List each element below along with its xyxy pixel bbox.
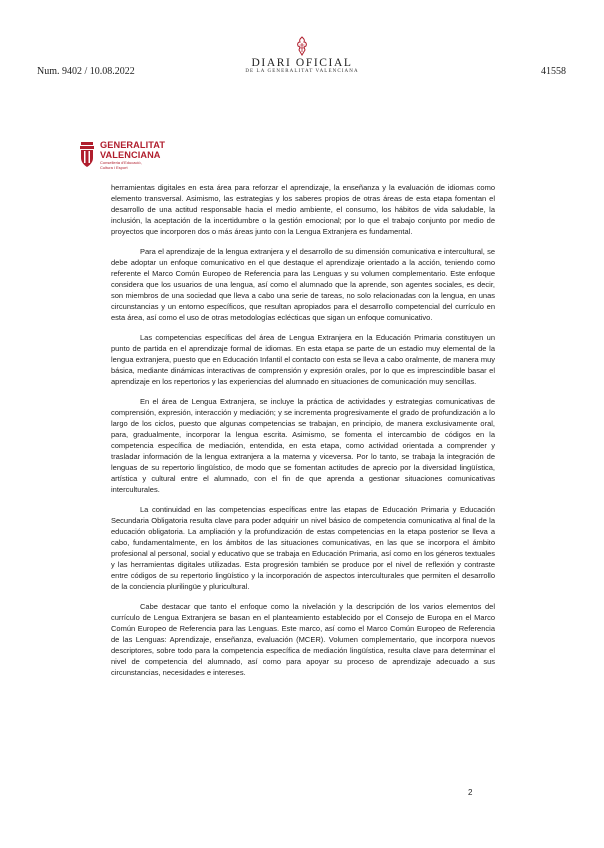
paragraph: herramientas digitales en esta área para reforzar el aprendizaje, la enseñanza y la evaluación de idiomas como elemento transversal. Asimismo, las estrategias y los saberes propios de otras áreas de esta etapa fomentan el desarrollo de una actitud responsable hacia el medio ambiente, el consumo, los hábitos de vida saludable, la inclusión, la aceptación de la incertidumbre o la gestión emocional; por lo que el trabajo conjunto por medio de proyectos que incorporen dos o más áreas junto con la Lengua Extranjera es fundamental. [111, 183, 495, 236]
logo-line-4: Cultura i Esport [100, 165, 128, 170]
bat-crest-icon [294, 36, 310, 56]
document-body [111, 182, 495, 687]
generalitat-logo [78, 140, 165, 170]
paragraph: Cabe destacar que tanto el enfoque como la nivelación y la descripción de los varios elementos del currículo de Lengua Extranjera se basan en el planteamiento establecido por el Consejo de Europa en el Marco Común Europeo de Referencia para las Lenguas. Este marco, así como el Marco Común Europeo de Referencia de las Lenguas: Aprendizaje, enseñanza, evaluación (MCER). Volumen complementario, que incorpora nuevos descriptores, sobre todo para la competencia específica de mediación lingüística, resulta clave para determinar el nivel de competencia del alumnado, así como para apoyar su proceso de aprendizaje adecuado a sus circunstancias, necesidades e intereses. [111, 602, 495, 677]
logo-line-2: VALENCIANA [100, 150, 161, 160]
logo-line-1: GENERALITAT [100, 140, 166, 150]
paragraph: La continuidad en las competencias específicas entre las etapas de Educación Primaria y Educación Secundaria Obligatoria resulta clave para poder adquirir un nivel básico de competencia comunicativa al final de la educación obligatoria. La ampliación y la profundización de estas competencias en la etapa posterior se lleva a cabo, fundamentalmente, en los ámbitos de las situaciones comunicativas, en las que se incorpora el ámbito profesional al personal, social y educativo que se trabaja en Educación Primaria, así como en los géneros textuales y las herramientas digitales utilizadas. Esta progresión también se produce por el nivel de reflexión y contraste entre códigos de su repertorio lingüístico y la incorporación de aspectos interculturales que permiten el desarrollo de la conciencia plurilingüe y pluricultural. [111, 505, 495, 591]
paragraph: En el área de Lengua Extranjera, se incluye la práctica de actividades y estrategias comunicativas de comprensión, expresión, interacción y mediación; y se incrementa progresivamente el grado de profundización a lo largo de los ciclos, puesto que algunas competencias se trabajan, en principio, de manera exclusivamente oral, para, gradualmente, incorporar la lengua escrita. Asimismo, se fomenta el intercambio de códigos en la competencia específica de mediación, entendida, en esta etapa, como actividad orientada a comprender y trasladar información de la lengua extranjera a la materna y viceversa. Por lo tanto, se trabaja la integración de lenguas de su repertorio lingüístico, de modo que se fomentan actitudes de aprecio por la diversidad lingüística, artística y cultural entre el alumnado, con el fin de que aprenda a gestionar situaciones comunicativas interculturales. [111, 397, 495, 494]
paragraph: Las competencias específicas del área de Lengua Extranjera en la Educación Primaria constituyen un punto de partida en el aprendizaje formal de idiomas. En esta etapa se parte de un estadio muy elemental de la lengua extranjera, puesto que en Educación Infantil el contacto con esta se lleva a cabo oralmente, de manera muy básica, mediante dinámicas interactivas de comprensión y expresión orales, por lo que es imprescindible basar el aprendizaje en los repertorios y las experiencias del alumnado en situaciones de comunicación muy sencillas. [111, 333, 495, 386]
issue-number: Num. 9402 / 10.08.2022 [37, 66, 135, 77]
paragraph: Para el aprendizaje de la lengua extranjera y el desarrollo de su dimensión comunicativa e intercultural, se debe adoptar un enfoque comunicativo en el que destaque el aprendizaje orientado a la acción, teniendo como referente el Marco Común Europeo de Referencia para las Lenguas y su volumen complementario. Este enfoque considera que los usuarios de una lengua, así como el alumnado que la aprende, son agentes sociales, es decir, son miembros de una sociedad que lleva a cabo una serie de tareas, no solo relacionadas con la lengua, en unas circunstancias y un entorno específicos, que resultan apropiados para el desarrollo competencial del currículo en esta área, así como el uso de otras metodologías eclécticas que sigan un enfoque comunicativo. [111, 247, 495, 322]
generalitat-emblem-icon [78, 140, 96, 168]
logo-line-3: Conselleria d'Educació, [100, 160, 142, 165]
masthead-title: DIARI OFICIAL [251, 57, 353, 69]
masthead-subtitle: DE LA GENERALITAT VALENCIANA [245, 69, 359, 74]
masthead [0, 36, 604, 75]
page-number: 2 [468, 788, 473, 797]
page-code: 41558 [541, 66, 566, 77]
